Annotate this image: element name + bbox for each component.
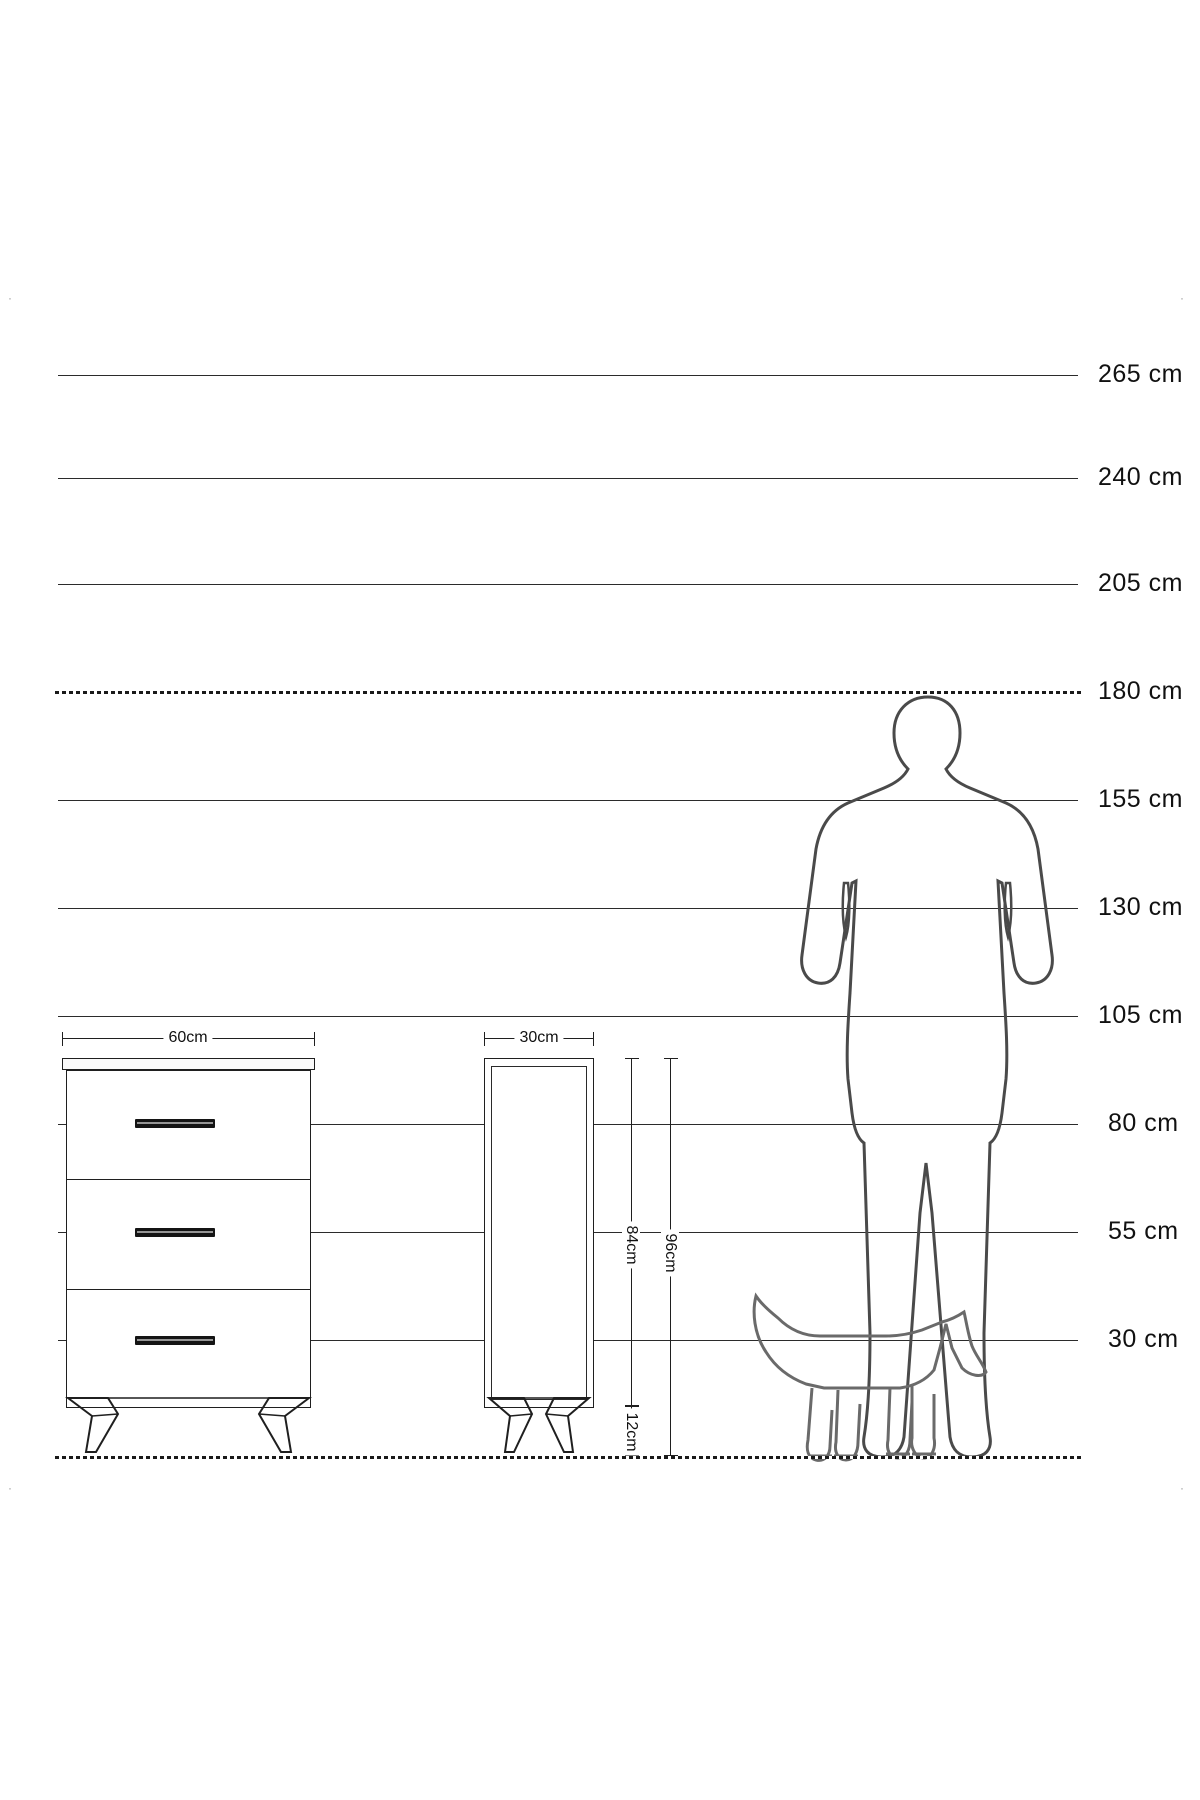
dresser-legs <box>62 1396 315 1458</box>
dresser[interactable] <box>62 1058 315 1408</box>
scale-label-130: 130 cm <box>1098 893 1183 921</box>
floor-line <box>55 1456 1083 1459</box>
scale-line-240 <box>58 478 1078 479</box>
scale-label-180: 180 cm <box>1098 677 1183 705</box>
dresser-drawer-1[interactable] <box>67 1071 310 1180</box>
dresser-handle-2[interactable] <box>135 1228 215 1237</box>
scale-label-240: 240 cm <box>1098 463 1183 491</box>
leg-height-label: 12cm <box>622 1408 640 1455</box>
scale-line-265 <box>58 375 1078 376</box>
dresser-top-panel <box>62 1058 315 1070</box>
corner-mark-bottom-right: · <box>1180 1481 1184 1495</box>
scale-line-205 <box>58 584 1078 585</box>
corner-mark-top-right: · <box>1180 291 1184 305</box>
dresser-handle-3[interactable] <box>135 1336 215 1345</box>
scale-label-80: 80 cm <box>1108 1109 1179 1137</box>
cat-silhouette <box>750 1290 990 1472</box>
dresser-drawer-3[interactable] <box>67 1290 310 1396</box>
dresser-body <box>66 1070 311 1408</box>
dresser-drawer-2[interactable] <box>67 1180 310 1290</box>
cabinet-height-label: 84cm <box>622 1221 640 1268</box>
corner-mark-top-left: · <box>8 291 12 305</box>
scale-label-265: 265 cm <box>1098 360 1183 388</box>
scale-label-105: 105 cm <box>1098 1001 1183 1029</box>
cabinet-door-panel[interactable] <box>491 1066 587 1400</box>
dresser-handle-1[interactable] <box>135 1119 215 1128</box>
scale-label-55: 55 cm <box>1108 1217 1179 1245</box>
dresser-width-label: 60cm <box>163 1029 212 1047</box>
scale-label-205: 205 cm <box>1098 569 1183 597</box>
cabinet-width-label: 30cm <box>514 1029 563 1047</box>
cabinet-legs <box>484 1396 594 1458</box>
scale-label-155: 155 cm <box>1098 785 1183 813</box>
cabinet-total-height-label: 96cm <box>661 1229 679 1276</box>
scale-label-30: 30 cm <box>1108 1325 1179 1353</box>
corner-mark-bottom-left: · <box>8 1481 12 1495</box>
cabinet[interactable] <box>484 1058 594 1408</box>
